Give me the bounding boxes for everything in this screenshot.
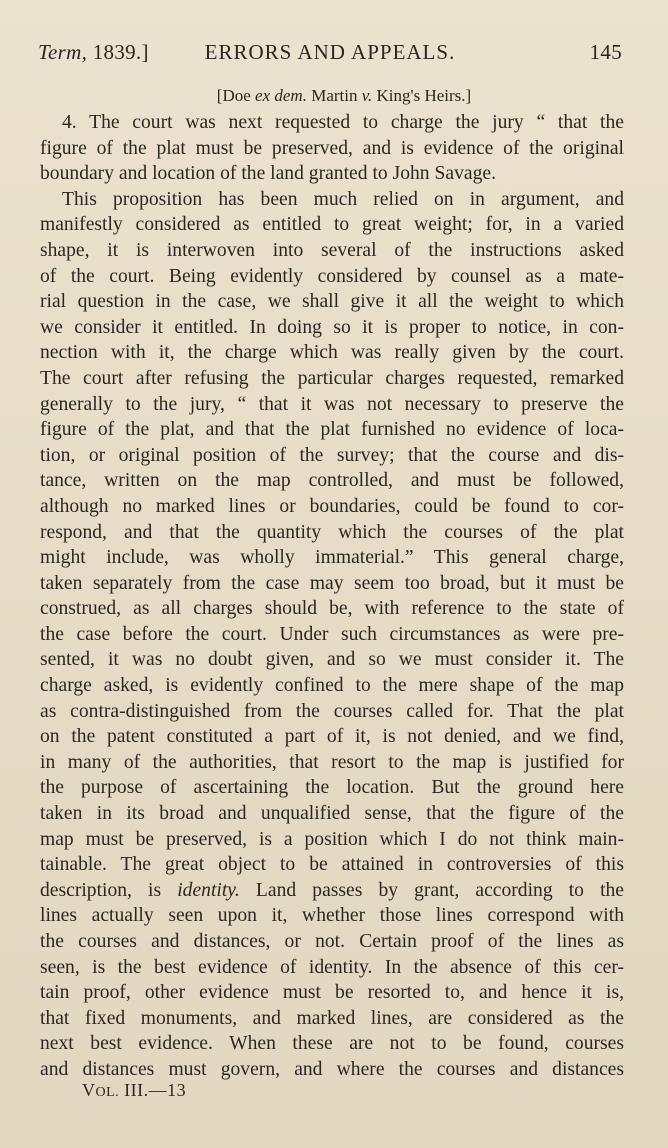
text-line: taken in its broad and unqualified sense, that the figure of the	[40, 803, 624, 825]
body-text	[40, 110, 624, 1083]
term-year: 1839.]	[92, 40, 149, 64]
text-line: and distances must govern, and where the courses and distances	[40, 1058, 624, 1080]
text-line: that fixed monuments, and marked lines, are considered as the	[40, 1007, 624, 1029]
text-line: boundary and location of the land granted to John Savage.	[40, 163, 496, 185]
caption-ex-dem: ex dem.	[255, 86, 307, 105]
text-line-identity	[40, 878, 624, 904]
text-line: taken separately from the case may seem too broad, but it must be	[40, 572, 624, 594]
text-line: tainable. The great object to be attained in controversies of this	[40, 854, 624, 876]
caption-open: [Doe	[216, 86, 256, 105]
identity-line-pre: description, is	[40, 879, 178, 901]
text-line: might include, was wholly immaterial.” This general charge,	[40, 547, 624, 569]
identity-line-post: Land passes by grant, according to the	[239, 879, 625, 901]
text-line: we consider it entitled. In doing so it is proper to notice, in con-	[40, 316, 624, 338]
text-line: tain proof, other evidence must be resorted to, and hence it is,	[40, 982, 624, 1004]
volume-signature	[82, 1080, 186, 1101]
text-line: manifestly considered as entitled to great weight; for, in a varied	[40, 214, 624, 236]
text-line: The court after refusing the particular charges requested, remarked	[40, 367, 624, 389]
identity-emphasis: identity.	[177, 879, 240, 901]
text-line: rial question in the case, we shall give it all the weight to which	[40, 291, 624, 313]
term-word: Term,	[38, 40, 88, 64]
text-line: generally to the jury, “ that it was not necessary to preserve the	[40, 393, 624, 415]
vol-number: III.—13	[119, 1080, 187, 1100]
text-line: respond, and that the quantity which the courses of the plat	[40, 521, 624, 543]
page-title: ERRORS AND APPEALS.	[204, 40, 456, 64]
text-line: the case before the court. Under such circumstances as were pre-	[40, 623, 624, 645]
text-line: on the patent constituted a part of it, is not denied, and we find,	[40, 726, 624, 748]
text-line: nection with it, the charge which was really given by the court.	[40, 342, 624, 364]
text-line: lines actually seen upon it, whether those lines correspond with	[40, 905, 624, 927]
text-line: figure of the plat must be preserved, and is evidence of the original	[40, 137, 624, 159]
page-number: 145	[589, 40, 622, 64]
caption-versus: v.	[361, 86, 373, 105]
text-line: tion, or original position of the survey; that the course and dis-	[40, 444, 624, 466]
text-line: sented, it was no doubt given, and so we must consider it. The	[40, 649, 624, 671]
text-line: as contra-distinguished from the courses called for. That the plat	[40, 700, 624, 722]
text-line: charge asked, is evidently confined to the mere shape of the map	[40, 675, 624, 697]
text-line: This proposition has been much relied on in argument, and	[62, 188, 624, 210]
text-line: figure of the plat, and that the plat furnished no evidence of loca-	[40, 419, 624, 441]
text-line: 4. The court was next requested to charge the jury “ that the	[62, 112, 624, 133]
text-line: in many of the authorities, that resort to the map is justified for	[40, 751, 624, 773]
case-caption	[20, 86, 668, 106]
text-line: although no marked lines or boundaries, could be found to cor-	[40, 495, 624, 517]
text-line: construed, as all charges should be, with reference to the state of	[40, 598, 624, 620]
text-line: map must be preserved, is a position which I do not think main-	[40, 828, 624, 850]
caption-end: King's Heirs.]	[372, 86, 472, 105]
text-line: tance, written on the map controlled, and must be followed,	[40, 470, 624, 492]
text-line: seen, is the best evidence of identity. In the absence of this cer-	[40, 956, 624, 978]
text-line: of the court. Being evidently considered by counsel as a mate-	[40, 265, 624, 287]
text-line: next best evidence. When these are not to be found, courses	[40, 1033, 624, 1055]
vol-smallcaps: OL.	[95, 1085, 120, 1100]
vol-initial: V	[82, 1080, 96, 1100]
caption-mid: Martin	[306, 86, 362, 105]
text-line: shape, it is interwoven into several of the instructions asked	[40, 239, 624, 261]
text-line: the courses and distances, or not. Certain proof of the lines as	[40, 931, 624, 952]
text-line: the purpose of ascertaining the location. But the ground here	[40, 777, 624, 799]
running-head	[38, 40, 622, 72]
